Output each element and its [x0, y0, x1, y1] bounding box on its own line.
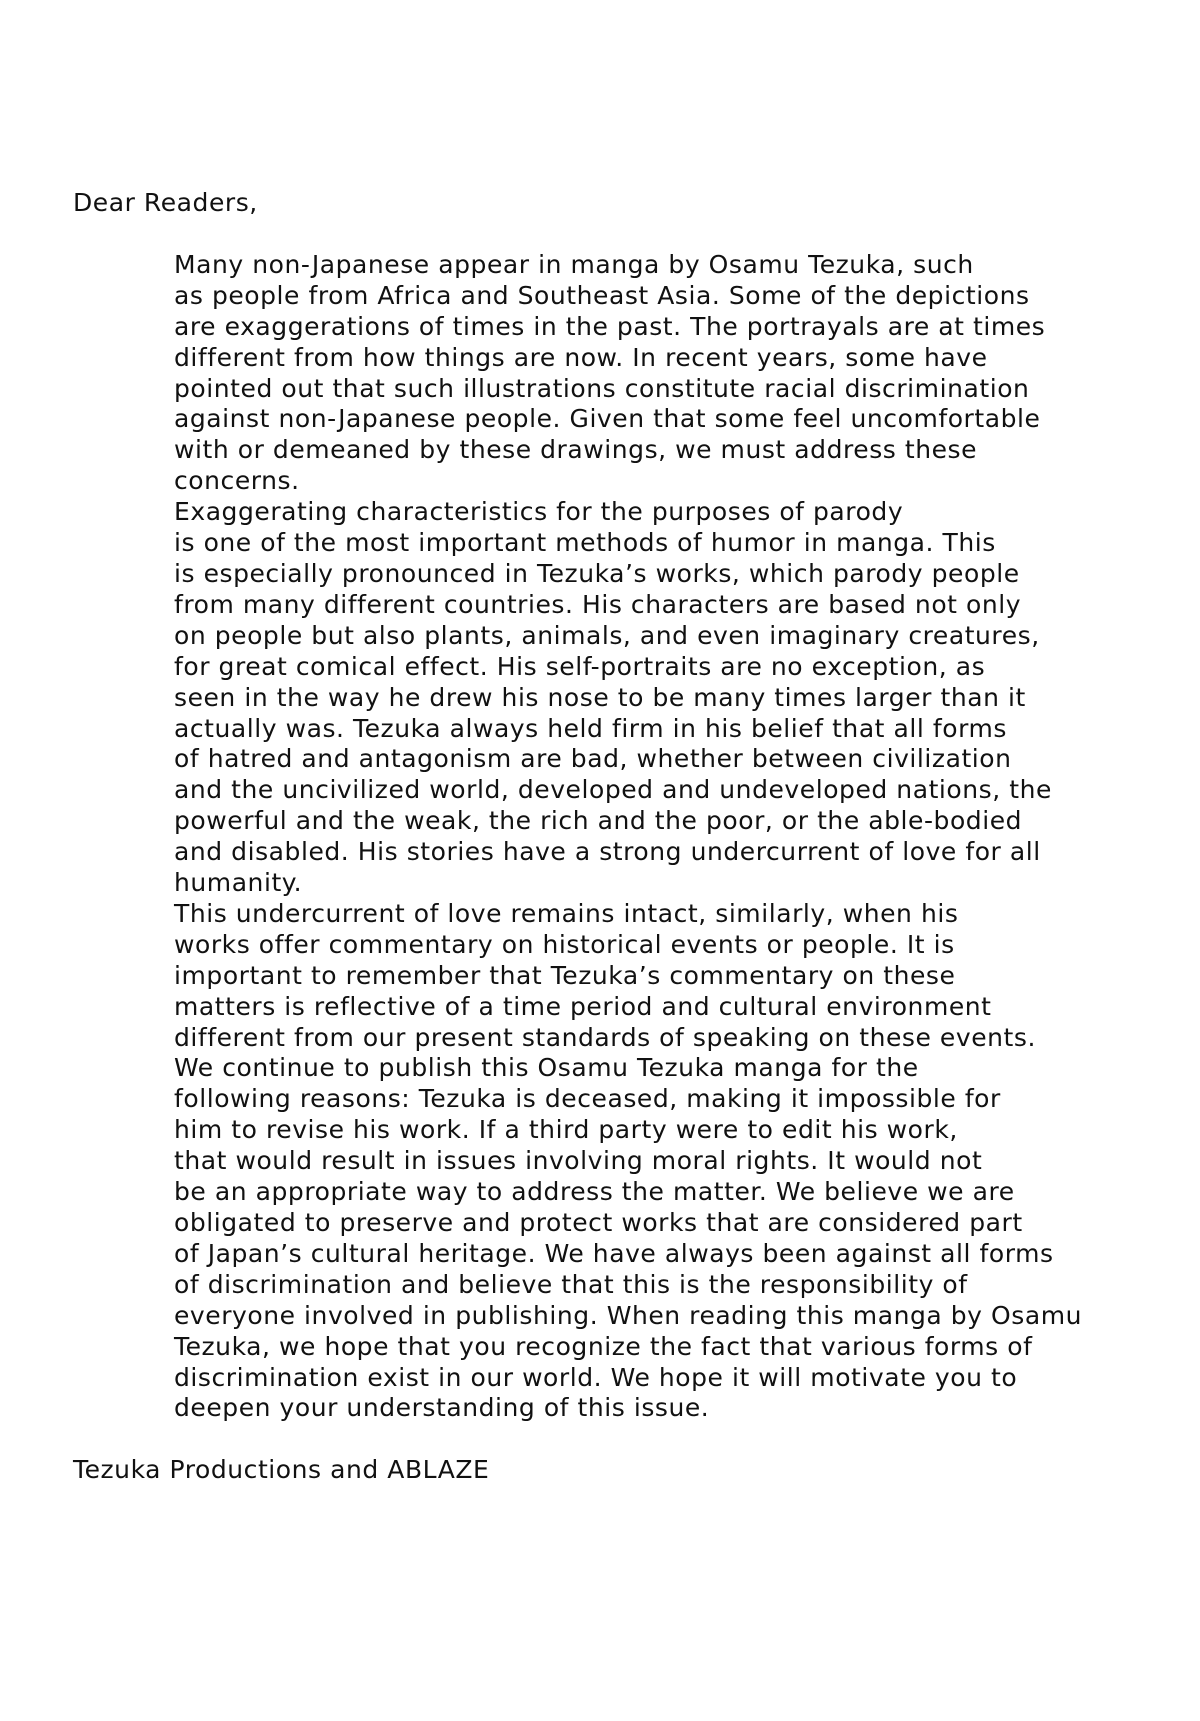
text-line: and the uncivilized world, developed and undeveloped nations, the	[174, 775, 1052, 805]
paragraph-3	[73, 899, 1133, 1054]
text-line: from many different countries. His characters are based not only	[174, 589, 1022, 619]
text-line: following reasons: Tezuka is deceased, making it impossible for	[174, 1084, 1001, 1114]
text-line: is especially pronounced in Tezuka’s works, which parody people	[174, 558, 1020, 588]
text-line: Many non-Japanese appear in manga by Osamu Tezuka, such	[174, 249, 974, 279]
paragraph-4	[73, 1053, 1133, 1424]
text-line: for great comical effect. His self-portraits are no exception, as	[174, 651, 986, 681]
text-line: matters is reflective of a time period and cultural environment	[174, 991, 992, 1021]
text-line: of hatred and antagonism are bad, whether between civilization	[174, 744, 1012, 774]
letter-body	[73, 188, 1133, 1486]
text-line: be an appropriate way to address the matter. We believe we are	[174, 1177, 1015, 1207]
text-line: humanity.	[174, 868, 303, 898]
text-line: obligated to preserve and protect works that are considered part	[174, 1208, 1023, 1237]
text-line: of discrimination and believe that this is the responsibility of	[174, 1269, 968, 1299]
text-line: actually was. Tezuka always held firm in his belief that all forms	[174, 713, 1007, 743]
text-line: everyone involved in publishing. When reading this manga by Osamu	[174, 1300, 1082, 1330]
text-line: important to remember that Tezuka’s commentary on these	[174, 960, 956, 990]
text-line: that would result in issues involving moral rights. It would not	[174, 1146, 983, 1176]
text-line: deepen your understanding of this issue.	[174, 1393, 710, 1423]
text-line: him to revise his work. If a third party were to edit his work,	[174, 1115, 958, 1145]
text-line: of Japan’s cultural heritage. We have always been against all forms	[174, 1238, 1054, 1268]
salutation: Dear Readers,	[73, 188, 258, 217]
text-line: concerns.	[174, 466, 300, 496]
text-line: discrimination exist in our world. We hope it will motivate you to	[174, 1362, 1018, 1392]
text-line: with or demeaned by these drawings, we must address these	[174, 435, 978, 465]
text-line: We continue to publish this Osamu Tezuka manga for the	[174, 1053, 919, 1083]
text-line: different from how things are now. In recent years, some have	[174, 342, 988, 372]
text-line: powerful and the weak, the rich and the poor, or the able-bodied	[174, 806, 1023, 836]
paragraph-2	[73, 497, 1133, 899]
text-line: on people but also plants, animals, and even imaginary creatures,	[174, 620, 1040, 650]
text-line: Tezuka, we hope that you recognize the fact that various forms of	[174, 1331, 1033, 1361]
signature: Tezuka Productions and ABLAZE	[73, 1455, 490, 1485]
text-line: different from our present standards of speaking on these events.	[174, 1022, 1036, 1052]
paragraph-1	[73, 250, 1133, 497]
text-line: are exaggerations of times in the past. The portrayals are at times	[174, 311, 1046, 341]
text-line: pointed out that such illustrations constitute racial discrimination	[174, 373, 1030, 403]
text-line: seen in the way he drew his nose to be many times larger than it	[174, 682, 1026, 712]
text-line: against non-Japanese people. Given that some feel uncomfortable	[174, 404, 1041, 434]
text-line: and disabled. His stories have a strong undercurrent of love for all	[174, 837, 1041, 867]
text-line: as people from Africa and Southeast Asia. Some of the depictions	[174, 280, 1030, 310]
text-line: works offer commentary on historical events or people. It is	[174, 929, 955, 959]
text-line: is one of the most important methods of humor in manga. This	[174, 528, 996, 558]
text-line: This undercurrent of love remains intact, similarly, when his	[174, 898, 959, 928]
text-line: Exaggerating characteristics for the purposes of parody	[174, 497, 904, 527]
